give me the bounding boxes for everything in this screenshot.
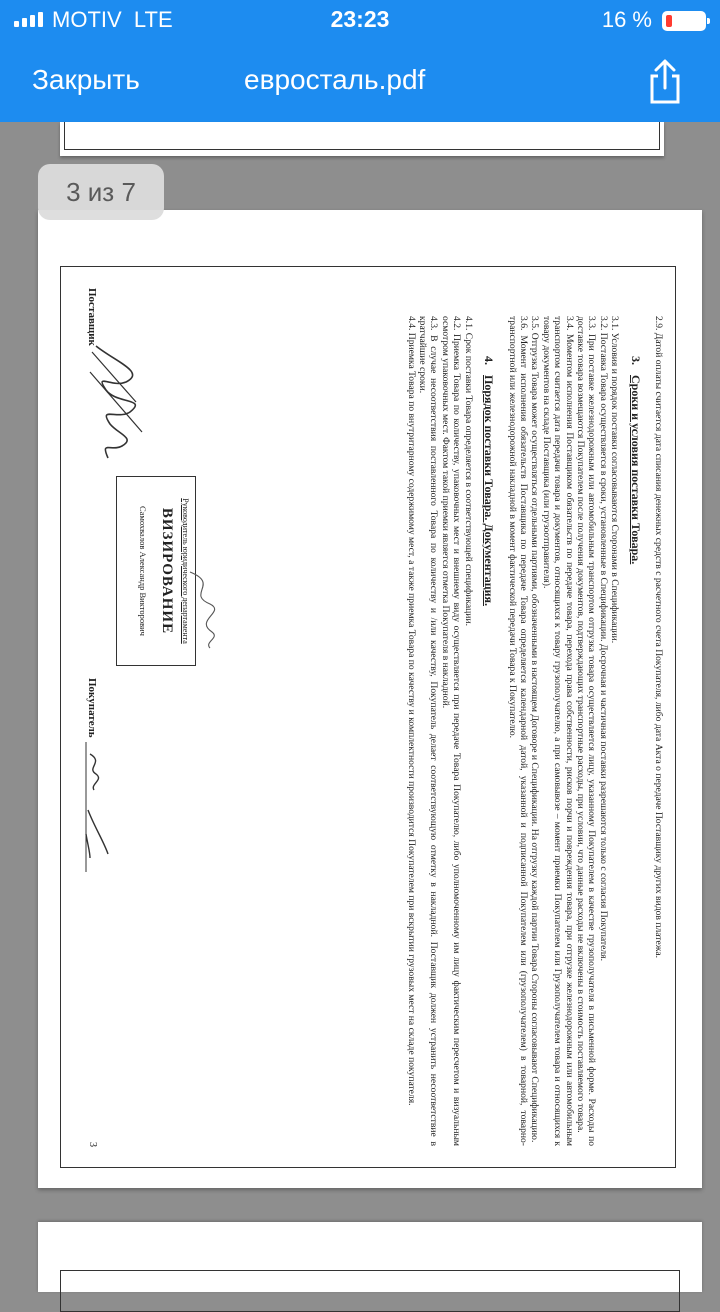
battery-icon	[662, 11, 706, 31]
carrier-label: MOTIV LTE	[52, 7, 173, 32]
document-title: евросталь.pdf	[244, 64, 426, 95]
page-number: 3	[87, 1142, 98, 1147]
share-icon[interactable]	[640, 56, 690, 106]
section-3-heading: 3.Сроки и условия поставки Товара.	[628, 356, 643, 565]
status-bar	[0, 0, 720, 40]
stamp-signature	[180, 570, 230, 650]
clause-3-4: 3.4. Моментом исполнения Поставщиком обязательств по передаче товара, перехода права собственности, рисков порчи и повреждения товара, при отгрузке железнодорожным или автомобильным транспортом считается дата передачи товара и документов, относящихся к товару грузополучателю, а при самовывозе – момент приемки Покупателем или Грузополучателем товара и относящихся к товару документов на складе Поставщика (или грузоотправителя).	[540, 316, 575, 1146]
clock: 23:23	[330, 6, 390, 32]
buyer-label: Покупатель	[86, 678, 98, 738]
clause-3-5: 3.5. Отгрузка Товара может осуществляться отдельными партиями, обозначенными в настоящем Договоре и Спецификации. На отгрузку каждой партии Товара Стороны согласовывают Спецификацию.	[529, 316, 541, 1143]
clause-4-2: 4.2. Приемка Товара по количеству, упаковочных мест и внешнему виду осуществляется при передаче Товара Покупателю, либо уполномоченному им лицу фактическим пересчетом и визуальным осмотром упаковочных мест. Фактом такой приемки является отметка Покупателя в накладной.	[439, 316, 463, 1146]
clause-2-9: 2.9. Датой оплаты считается дата списания денежных средств с расчетного счета Покупателя, либо дата Акта о передаче Поставщику других видов платежа.	[653, 316, 664, 958]
clause-3-3: 3.3. При поставке железнодорожным или автомобильным транспортом отгрузка товара осуществляется лицу, указанному Покупателем в качестве грузополучателя в письменной форме. Расходы по доставке товара возмещаются Покупателем после получения документов, подтверждающих транспортные расходы, при условии, что данные расходы не включены в стоимость поставляемого товара.	[574, 316, 598, 1146]
pdf-page[interactable]	[38, 210, 702, 1188]
previous-page-edge[interactable]	[60, 122, 664, 156]
supplier-label: Поставщик	[86, 288, 98, 346]
clause-3-1: 3.1. Условия и порядок поставки согласовываются Сторонами в Спецификации.	[609, 316, 621, 644]
page-indicator: 3 из 7	[38, 164, 164, 220]
top-bar	[0, 0, 720, 122]
next-page-edge[interactable]	[38, 1222, 702, 1292]
clause-3-6: 3.6. Момент исполнения обязательств Поставщика по передаче Товара определяется календарной датой, указанной и подписанной Покупателем или (грузополучателем) в товарной, товарно-транспортной или железнодорожной накладной в момент фактической передачи Товара к Покупателю.	[506, 316, 529, 1146]
clause-4-1: 4.1. Срок поставки Товара определяется в соответствующей спецификации.	[462, 316, 474, 626]
battery-percent: 16 %	[601, 7, 652, 32]
supplier-signature	[86, 342, 156, 462]
clause-3-2: 3.2. Поставка Товара осуществляется в сроки, установленные в Спецификации. Досрочная и частичная поставки разрешаются только с согласия Покупателя.	[597, 316, 609, 961]
approval-stamp: Руководитель юридического департамента ВИЗИРОВАНИЕ Самохвалов Александр Викторович	[116, 476, 196, 666]
clause-4-4: 4.4. Приемка Товара по внутритарному содержимому мест, а также приемка Товара по качеству и комплектности производится Покупателем при вскрытии грузовых мест на складе покупателя.	[405, 316, 417, 1106]
rotated-page-content	[70, 280, 670, 1160]
contract-text	[405, 316, 664, 1146]
clause-4-3: 4.3. В случае несоответствия поставленного Товара по количеству и /или качеству, Покупатель делает соответствующую отметку в накладной. Поставщик должен устранить несоответствие в кратчайшие сроки.	[417, 316, 440, 1146]
close-button[interactable]: Закрыть	[32, 64, 140, 95]
section-4-heading: 4.Порядок поставки Товара. Документация.	[482, 356, 497, 607]
buyer-signature-line	[84, 742, 88, 872]
